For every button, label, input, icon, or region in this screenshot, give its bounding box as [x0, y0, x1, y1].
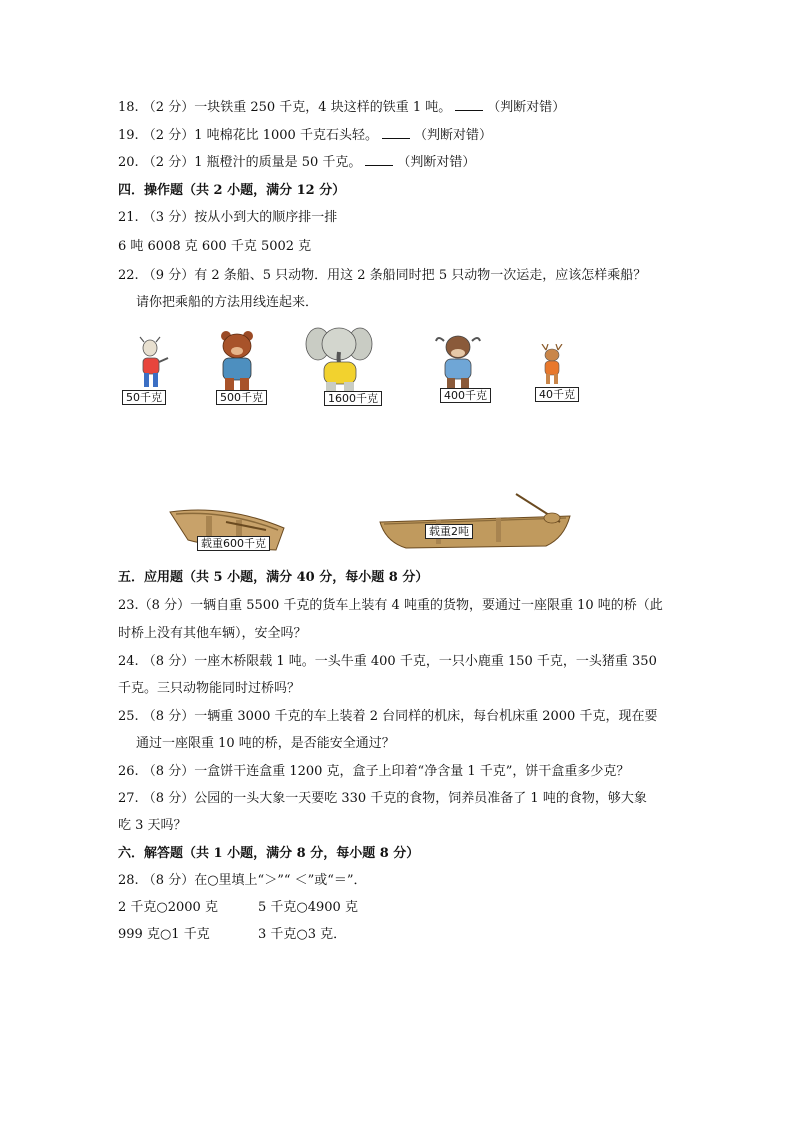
question-24-line-2: 千克。三只动物能同时过桥吗？	[118, 681, 301, 696]
question-26: 26. （8 分）一盒饼干连盒重 1200 克，盒子上印着“净含量 1 千克”，饼干盒重多少克？	[118, 764, 630, 779]
cow-icon	[432, 333, 484, 391]
answer-blank-20[interactable]	[365, 153, 393, 166]
question-21: 21. （3 分）按从小到大的顺序排一排	[118, 210, 338, 225]
elephant-figure	[304, 322, 374, 396]
elephant-icon	[304, 322, 374, 396]
answer-blank-19[interactable]	[382, 126, 410, 139]
compare-item-2: 5 千克○4900 克	[258, 900, 358, 915]
goat-icon	[130, 336, 174, 394]
question-19	[118, 124, 492, 143]
question-19-text: 19. （2 分）1 吨棉花比 1000 千克石头轻。	[118, 128, 378, 143]
question-27-line-2: 吃 3 天吗？	[118, 818, 187, 833]
bear-icon	[210, 328, 266, 394]
section-5-heading: 五．应用题（共 5 小题，满分 40 分，每小题 8 分）	[118, 570, 429, 585]
answer-blank-18[interactable]	[455, 98, 483, 111]
question-18	[118, 96, 565, 115]
question-18-text: 18. （2 分）一块铁重 250 千克，4 块这样的铁重 1 吨。	[118, 100, 452, 115]
question-25-line-2: 通过一座限重 10 吨的桥，是否能安全通过？	[136, 736, 395, 751]
section-6-heading: 六．解答题（共 1 小题，满分 8 分，每小题 8 分）	[118, 846, 420, 861]
bear-weight-label: 500千克	[216, 390, 267, 405]
question-25-line-1: 25. （8 分）一辆重 3000 千克的车上装着 2 台同样的机床，每台机床重 2000 千克，现在要	[118, 709, 658, 724]
deer-weight-label: 40千克	[535, 387, 579, 402]
large-boat-capacity-label: 载重2吨	[425, 524, 473, 539]
question-19-suffix: （判断对错）	[413, 128, 492, 143]
large-boat	[376, 492, 578, 554]
question-20	[118, 151, 475, 170]
deer-figure	[536, 344, 568, 388]
small-boat-capacity-label: 载重600千克	[197, 536, 270, 551]
question-23-line-2: 时桥上没有其他车辆），安全吗？	[118, 626, 307, 641]
section-4-heading: 四．操作题（共 2 小题，满分 12 分）	[118, 183, 346, 198]
question-18-suffix: （判断对错）	[487, 100, 566, 115]
question-23-line-1: 23.（8 分）一辆自重 5500 千克的货车上装有 4 吨重的货物，要通过一座限重 10 吨的桥（此	[118, 598, 663, 613]
question-21-items: 6 吨 6008 克 600 千克 5002 克	[118, 239, 312, 254]
question-22-line-1: 22. （9 分）有 2 条船、5 只动物．用这 2 条船同时把 5 只动物一次运走，应该怎样乘船？	[118, 268, 647, 283]
deer-icon	[536, 344, 568, 388]
bear-figure	[210, 328, 266, 394]
goat-weight-label: 50千克	[122, 390, 166, 405]
cow-figure	[432, 333, 484, 391]
question-27-line-1: 27. （8 分）公园的一头大象一天要吃 330 千克的食物，饲养员准备了 1 吨的食物，够大象	[118, 791, 647, 806]
elephant-weight-label: 1600千克	[324, 391, 382, 406]
compare-item-4: 3 千克○3 克．	[258, 927, 347, 942]
question-22-line-2: 请你把乘船的方法用线连起来．	[136, 295, 319, 310]
goat-figure	[130, 336, 174, 394]
compare-item-3: 999 克○1 千克	[118, 927, 210, 942]
question-20-suffix: （判断对错）	[397, 155, 476, 170]
question-28: 28. （8 分）在○里填上“＞”“ ＜”或“＝”．	[118, 873, 367, 888]
cow-weight-label: 400千克	[440, 388, 491, 403]
compare-item-1: 2 千克○2000 克	[118, 900, 218, 915]
canoe-icon	[376, 492, 578, 554]
question-20-text: 20. （2 分）1 瓶橙汁的质量是 50 千克。	[118, 155, 362, 170]
question-24-line-1: 24. （8 分）一座木桥限载 1 吨。一头牛重 400 千克，一只小鹿重 150 千克，一头猪重 350	[118, 654, 657, 669]
